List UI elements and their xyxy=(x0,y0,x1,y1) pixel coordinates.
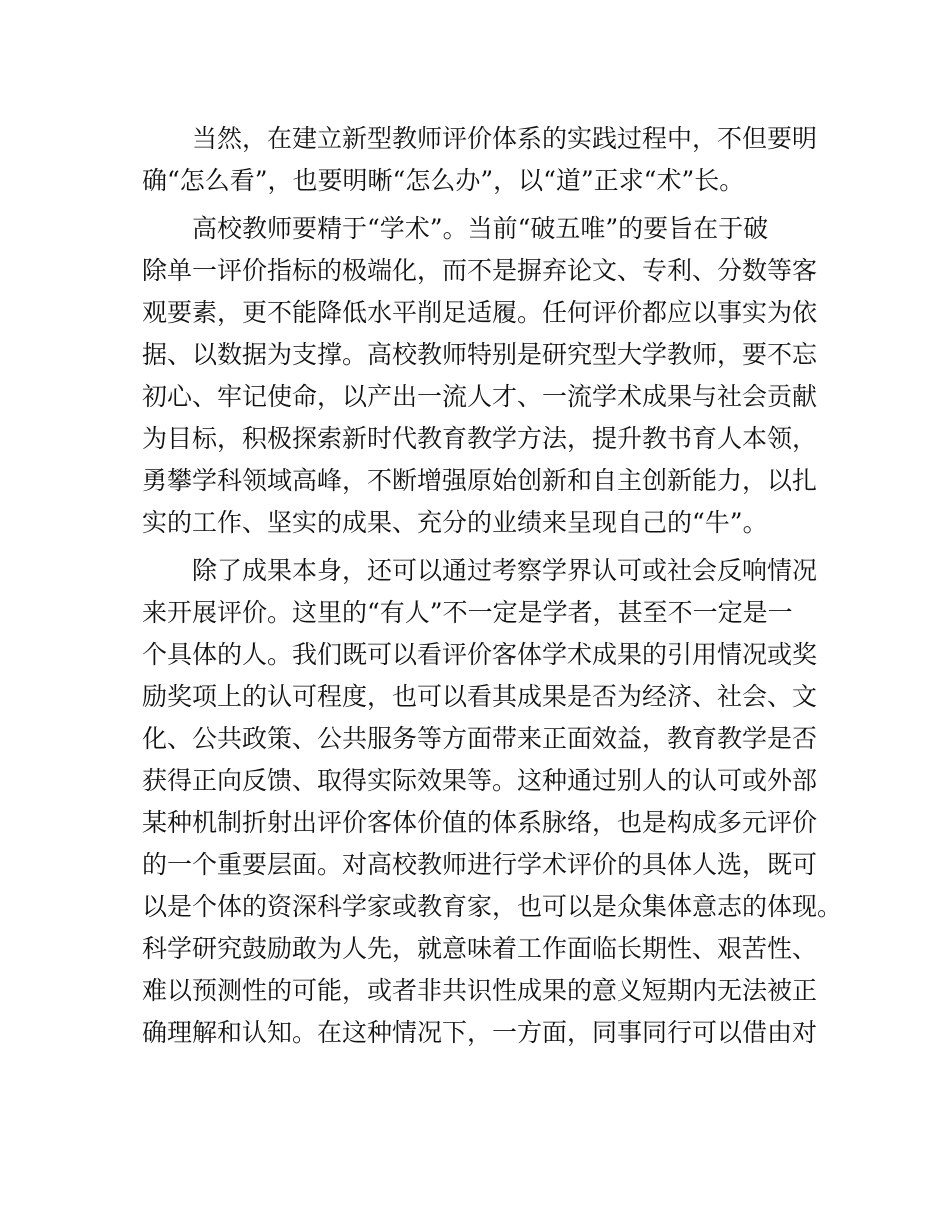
text-line: 个具体的人。我们既可以看评价客体学术成果的引用情况或奖 xyxy=(142,640,818,669)
text-line: 初心、牢记使命，以产出一流人才、一流学术成果与社会贡献 xyxy=(142,382,818,411)
text-line: 科学研究鼓励敢为人先，就意味着工作面临长期性、艰苦性、 xyxy=(142,934,818,963)
paragraph-2 xyxy=(142,208,818,544)
text-line: 化、公共政策、公共服务等方面带来正面效益，教育教学是否 xyxy=(142,724,818,753)
paragraph-1 xyxy=(142,118,818,202)
text-line: 为目标，积极探索新时代教育教学方法，提升教书育人本领， xyxy=(142,424,818,453)
text-line: 获得正向反馈、取得实际效果等。这种通过别人的认可或外部 xyxy=(142,766,818,795)
text-line: 以是个体的资深科学家或教育家，也可以是众集体意志的体现。 xyxy=(142,892,843,921)
text-line: 来开展评价。这里的“有人”不一定是学者，甚至不一定是一 xyxy=(142,598,793,627)
text-line: 确“怎么看”，也要明晰“怎么办”，以“道”正求“术”长。 xyxy=(142,166,745,195)
text-line: 的一个重要层面。对高校教师进行学术评价的具体人选，既可 xyxy=(142,850,818,879)
text-line: 高校教师要精于“学术”。当前“破五唯”的要旨在于破 xyxy=(142,214,769,243)
paragraph-3 xyxy=(142,550,843,1054)
text-line: 除了成果本身，还可以通过考察学界认可或社会反响情况 xyxy=(142,556,818,585)
text-line: 实的工作、坚实的成果、充分的业绩来呈现自己的“牛”。 xyxy=(142,508,768,537)
text-line: 勇攀学科领域高峰，不断增强原始创新和自主创新能力，以扎 xyxy=(142,466,818,495)
text-line: 观要素，更不能降低水平削足适履。任何评价都应以事实为依 xyxy=(142,298,818,327)
text-line: 除单一评价指标的极端化，而不是摒弃论文、专利、分数等客 xyxy=(142,256,818,285)
text-line: 难以预测性的可能，或者非共识性成果的意义短期内无法被正 xyxy=(142,976,818,1005)
text-line: 据、以数据为支撑。高校教师特别是研究型大学教师，要不忘 xyxy=(142,340,818,369)
text-line: 励奖项上的认可程度，也可以看其成果是否为经济、社会、文 xyxy=(142,682,818,711)
text-line: 当然，在建立新型教师评价体系的实践过程中，不但要明 xyxy=(142,124,818,153)
body-text xyxy=(142,118,843,1054)
text-line: 某种机制折射出评价客体价值的体系脉络，也是构成多元评价 xyxy=(142,808,818,837)
text-line: 确理解和认知。在这种情况下，一方面，同事同行可以借由对 xyxy=(142,1018,818,1047)
